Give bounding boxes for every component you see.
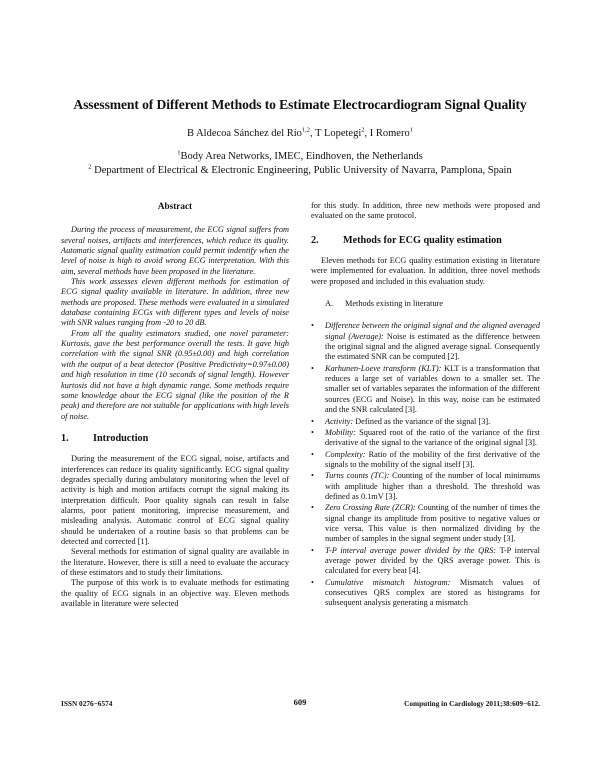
bullet-icon: •: [311, 321, 314, 331]
list-item: [311, 546, 540, 577]
paper-title: Assessment of Different Methods to Estimate Electrocardiogram Signal Quality: [73, 97, 527, 112]
author-separator: ,: [310, 128, 316, 139]
author-affiliation-mark: 1,2: [301, 126, 311, 134]
body-paragraph: During the measurement of the ECG signal, noise, artifacts and interferences can reduce its quality significantly. ECG signal quality degrades specially during ambulatory monitoring when the level of activity is high and motion artifacts corrupt the signal making its interpretation difficult. Poor quality signals can result in false alarms, poor patient monitoring, imprecise measurement, and misleading analysis. Automatic control of ECG signal quality should be undertaken of a routine basis so that problems can be detected and corrected [1].: [61, 454, 289, 546]
affiliation-mark: 2: [88, 163, 92, 171]
author-list: [0, 128, 600, 139]
abstract-paragraph: This work assesses eleven different methods for estimation of ECG signal quality available in literature. In addition, three new methods are proposed. These methods were evaluated in a simulated database containing ECGs with different types and levels of noise with SNR values ranging from -20 to 20 dB.: [61, 277, 289, 328]
affiliation-text: Department of Electrical & Electronic Engineering, Public University of Navarra, Pamplona, Spain: [91, 165, 512, 176]
author-affiliation-mark: 1: [409, 126, 413, 134]
method-term: Mobility:: [325, 427, 356, 437]
bullet-icon: •: [311, 416, 314, 426]
author-name: I Romero: [369, 128, 410, 139]
left-column: [61, 201, 289, 609]
method-description: Squared root of the ratio of the variance of the first derivative of the signal to the variance of the original signal [3].: [325, 427, 540, 448]
section-title: Methods for ECG quality estimation: [343, 234, 502, 246]
author-name: B Aldecoa Sánchez del Río: [187, 128, 302, 139]
introduction-heading: [61, 434, 289, 444]
abstract-heading: Abstract: [157, 201, 193, 211]
method-description: Mismatch values of consecutives QRS complex are stored as histograms for subsequent analysis generating a mismatch: [325, 577, 541, 608]
section-number: 2.: [311, 234, 319, 246]
method-description: Ratio of the mobility of the first derivative of the signals to the mobility of the signal itself [3].: [325, 449, 540, 469]
subsection-heading: [325, 299, 540, 309]
subsection-title: Methods existing in literature: [345, 299, 443, 309]
abstract-paragraph: From all the quality estimators studied, one novel parameter: Kurtosis, gave the best performance overall the tests. It gave high correlation with the signal SNR (0.95±0.00) and high correlation with the output of a beat detector (Positive Predictivity=0.97±0.00) and high resolution in time (10 seconds of signal length). However kurtosis did not have a high dynamic range. Some methods require some knowledge about the ECG signal (like the position of the R peak) and therefore are not suitable for applications with high levels of noise.: [61, 328, 289, 421]
method-term: Activity:: [325, 416, 354, 426]
introduction-continuation: for this study. In addition, three new methods were proposed and evaluated on the same protocol.: [311, 201, 540, 221]
affiliation-2: [0, 165, 600, 176]
author-separator: ,: [364, 128, 370, 139]
abstract-paragraph: During the process of measurement, the ECG signal suffers from several noises, artifacts and interferences, which reduce its quality. Automatic signal quality estimation could permit indentify when the level of noise is high to avoid wrong ECG interpretation. With this aim, several methods have been proposed in the literature.: [61, 225, 289, 276]
method-term: T-P interval average power divided by the QRS:: [325, 545, 497, 555]
abstract-body: [61, 225, 289, 422]
subsection-number: A.: [325, 299, 334, 309]
section-title: Introduction: [93, 432, 149, 444]
bullet-icon: •: [311, 363, 314, 373]
bullet-icon: •: [311, 471, 314, 481]
right-column: [311, 201, 540, 610]
method-term: Cumulative mismatch histogram:: [325, 577, 451, 587]
body-paragraph: Several methods for estimation of signal quality are available in the literature. However, there is still a need to evaluate the accuracy of these estimators and to study their limitations.: [61, 547, 289, 577]
method-term: Turns counts (TC):: [325, 471, 390, 481]
list-item: [311, 417, 540, 427]
method-description: Defined as the variance of the signal [3].: [353, 416, 491, 426]
section-number: 1.: [61, 432, 69, 444]
bullet-icon: •: [311, 449, 314, 459]
author-name: T Lopetegi: [315, 128, 362, 139]
affiliation-1: [0, 151, 600, 162]
list-item: [311, 321, 540, 362]
footer-issn: ISSN 0276−6574: [61, 699, 113, 708]
bullet-icon: •: [311, 503, 314, 513]
methods-list: [311, 321, 540, 608]
method-description: Counting of the number of local minimums with amplitude higher than a threshold. The threshold was defined as 0.1mV [3].: [325, 471, 540, 501]
author-affiliation-mark: 2: [361, 126, 365, 134]
list-item: [311, 428, 540, 449]
methods-body: [311, 256, 540, 287]
method-description: KLT is a transformation that reduces a large set of variables down to a smaller set. The smaller set of variables separates the information of the different sources (ECG and Noise). In this way, noise can be estimated and the SNR calculated [3].: [325, 363, 540, 415]
body-paragraph: Eleven methods for ECG quality estimation existing in literature were implemented for evaluation. In addition, three novel methods were proposed and included in this evaluation study.: [311, 256, 540, 286]
list-item: [311, 450, 540, 471]
method-term: Complexity:: [325, 449, 366, 459]
footer-citation: Computing in Cardiology 2011;38:609−612.: [404, 699, 540, 708]
affiliation-text: Body Area Networks, IMEC, Eindhoven, the Netherlands: [180, 151, 423, 162]
bullet-icon: •: [311, 577, 314, 587]
list-item: [311, 578, 540, 609]
method-term: Zero Crossing Rate (ZCR):: [325, 503, 416, 513]
list-item: [311, 471, 540, 502]
method-term: Karhunen-Loeve transform (KLT):: [325, 363, 442, 373]
bullet-icon: •: [311, 545, 314, 555]
bullet-icon: •: [311, 427, 314, 437]
methods-heading: [311, 236, 540, 246]
list-item: [311, 364, 540, 416]
method-description: Noise is estimated as the difference between the original signal and the aligned average signal. Consequently the estimated SNR can be computed [2].: [325, 331, 540, 362]
introduction-body: [61, 454, 289, 609]
body-paragraph: The purpose of this work is to evaluate methods for estimating the quality of ECG signals in an objective way. Eleven methods available in literature were selected: [61, 578, 289, 609]
method-description: Counting of the number of times the signal change its amplitude from positive to negative values or vice versa. This value is then normalized dividing by the number of samples in the signal segment under study [3].: [325, 503, 540, 544]
affiliation-mark: 1: [177, 149, 181, 157]
method-term: Difference between the original signal and the aligned averaged signal (Average):: [325, 321, 540, 341]
footer-page-number: 609: [293, 697, 307, 707]
list-item: [311, 503, 540, 544]
method-description: T-P interval average power divided by the QRS average power. This is calculated for every beat [4].: [325, 545, 540, 576]
